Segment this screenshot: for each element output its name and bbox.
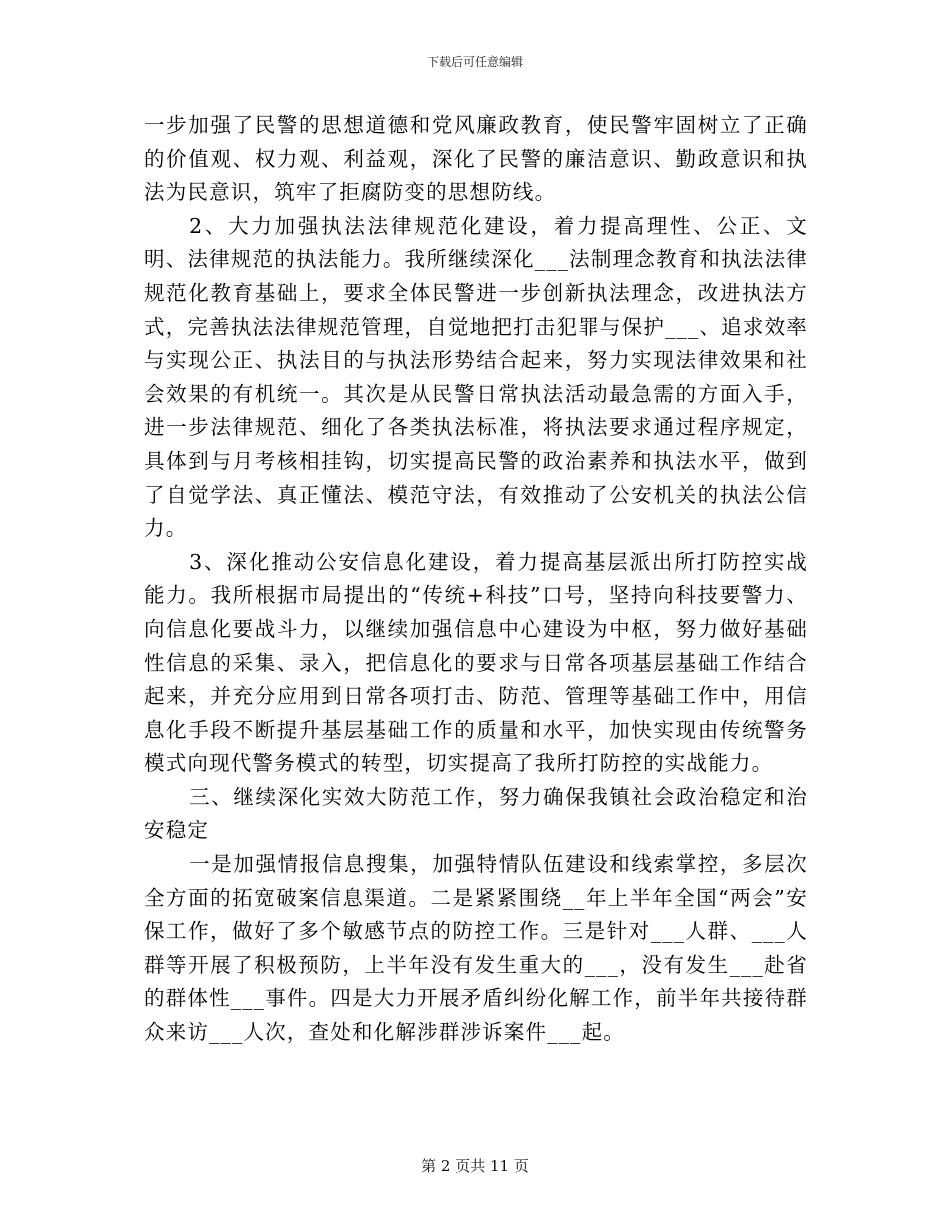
paragraph-2: 2、大力加强执法法律规范化建设，着力提高理性、公正、文明、法律规范的执法能力。我所继续深化___法制理念教育和执法法律规范化教育基础上，要求全体民警进一步创新执法理念，改进执法方式，完善执法法律规范管理，自觉地把打击犯罪与保护___、追求效率与实现公正、执法目的与执法形势结合起来，努力实现法律效果和社会效果的有机统一。其次是从民警日常执法活动最急需的方面入手，进一步法律规范、细化了各类执法标准，将执法要求通过程序规定，具体到与月考核相挂钩，切实提高民警的政治素养和执法水平，做到了自觉学法、真正懂法、模范守法，有效推动了公安机关的执法公信力。: [144, 213, 808, 541]
paragraph-1: 一步加强了民警的思想道德和党风廉政教育，使民警牢固树立了正确的价值观、权力观、利益观，深化了民警的廉洁意识、勤政意识和执法为民意识，筑牢了拒腐防变的思想防线。: [144, 113, 808, 205]
paragraph-3: 3、深化推动公安信息化建设，着力提高基层派出所打防控实战能力。我所根据市局提出的“传统+科技”口号，坚持向科技要警力、向信息化要战斗力，以继续加强信息中心建设为中枢，努力做好基础性信息的采集、录入，把信息化的要求与日常各项基层基础工作结合起来，并充分应用到日常各项打击、防范、管理等基础工作中，用信息化手段不断提升基层基础工作的质量和水平，加快实现由传统警务模式向现代警务模式的转型，切实提高了我所打防控的实战能力。: [144, 549, 808, 776]
section-heading-3: 三、继续深化实效大防范工作，努力确保我镇社会政治稳定和治安稳定: [144, 784, 808, 843]
page-number: 第 2 页共 11 页: [421, 1157, 529, 1175]
document-body: [144, 109, 808, 1050]
paragraph-5: 一是加强情报信息搜集，加强特情队伍建设和线索掌控，多层次全方面的拓宽破案信息渠道。二是紧紧围绕__年上半年全国“两会”安保工作，做好了多个敏感节点的防控工作。三是针对___人群、___人群等开展了积极预防，上半年没有发生重大的___，没有发生___赴省的群体性___事件。四是大力开展矛盾纠纷化解工作，前半年共接待群众来访___人次，查处和化解涉群涉诉案件___起。: [144, 852, 808, 1045]
page-header: 下载后可任意编辑: [426, 55, 523, 69]
